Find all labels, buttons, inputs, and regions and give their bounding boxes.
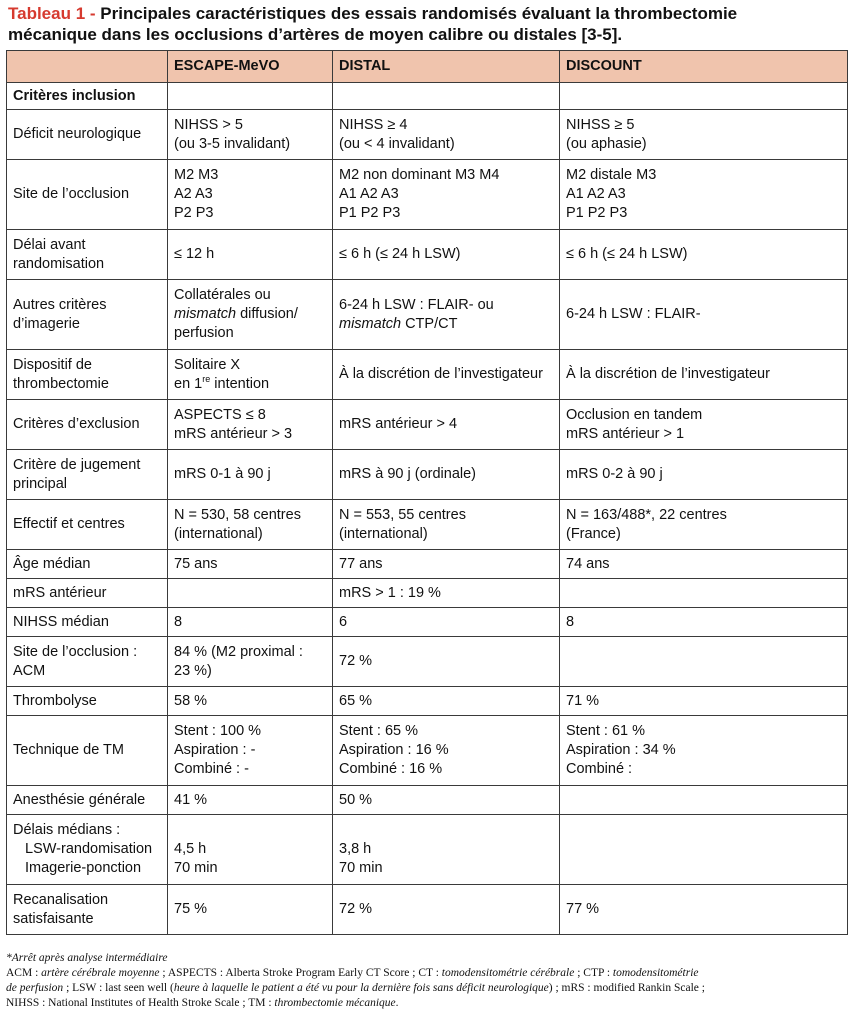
cell-distal: À la discrétion de l’investigateur — [333, 350, 560, 400]
cell-escape: ≤ 12 h — [168, 230, 333, 280]
footnote-asterisk: *Arrêt après analyse intermédiaire — [6, 952, 168, 964]
table-row-delai — [7, 230, 848, 280]
table-title-line2: mécanique dans les occlusions d’artères de moyen calibre ou distales [3-5]. — [8, 25, 623, 44]
cell-escape: NIHSS > 5 (ou 3-5 invalidant) — [168, 110, 333, 160]
row-label: Critères d’exclusion — [7, 400, 168, 450]
row-label: Critère de jugement principal — [7, 450, 168, 500]
cell-escape: Solitaire X en 1re intention — [168, 350, 333, 400]
row-label: Effectif et centres — [7, 500, 168, 550]
table-row-effectif — [7, 500, 848, 550]
row-label: Anesthésie générale — [7, 786, 168, 815]
cell-distal: mRS > 1 : 19 % — [333, 579, 560, 608]
row-label: NIHSS médian — [7, 608, 168, 637]
footnote-abbreviations-1: ACM : artère cérébrale moyenne ; ASPECTS : Alberta Stroke Program Early CT Score ; CT : tomodensitométrie cérébrale ; CTP : tomodensitométrie — [6, 967, 699, 979]
row-label: Thrombolyse — [7, 687, 168, 716]
cell-discount: 74 ans — [560, 550, 848, 579]
footnote-abbreviations-3: NIHSS : National Institutes of Health Stroke Scale ; TM : thrombectomie mécanique. — [6, 997, 399, 1009]
row-label: Autres critères d’imagerie — [7, 280, 168, 350]
table-row-age — [7, 550, 848, 579]
cell-distal: 77 ans — [333, 550, 560, 579]
table-row-deficit — [7, 110, 848, 160]
cell-distal: 50 % — [333, 786, 560, 815]
cell-escape — [168, 579, 333, 608]
header-empty — [7, 51, 168, 83]
row-label: Site de l’occlusion : ACM — [7, 637, 168, 687]
cell-discount: ≤ 6 h (≤ 24 h LSW) — [560, 230, 848, 280]
cell-distal: 72 % — [333, 885, 560, 935]
table-row-site-acm — [7, 637, 848, 687]
cell-discount: 8 — [560, 608, 848, 637]
cell-distal: 3,8 h 70 min — [333, 815, 560, 885]
cell-discount: 71 % — [560, 687, 848, 716]
table-title-line1: Principales caractéristiques des essais randomisés évaluant la thrombectomie — [100, 4, 738, 23]
row-label: Recanalisation satisfaisante — [7, 885, 168, 935]
section-label: Critères inclusion — [7, 83, 168, 110]
row-label: Délais médians : LSW-randomisation Imagerie-ponction — [7, 815, 168, 885]
header-discount: DISCOUNT — [560, 51, 848, 83]
cell-discount: N = 163/488*, 22 centres (France) — [560, 500, 848, 550]
cell-escape: ASPECTS ≤ 8 mRS antérieur > 3 — [168, 400, 333, 450]
cell-escape: 75 ans — [168, 550, 333, 579]
table-row-delais — [7, 815, 848, 885]
table-title — [8, 3, 848, 45]
cell-escape: 58 % — [168, 687, 333, 716]
row-label: Âge médian — [7, 550, 168, 579]
table-row-site — [7, 160, 848, 230]
table-row-dispositif — [7, 350, 848, 400]
row-label: mRS antérieur — [7, 579, 168, 608]
row-label: Technique de TM — [7, 716, 168, 786]
cell-distal: mRS antérieur > 4 — [333, 400, 560, 450]
footnote-abbreviations-2: de perfusion ; LSW : last seen well (heure à laquelle le patient a été vu pour la dernière fois sans déficit neurologique) ; mRS : modified Rankin Scale ; — [6, 982, 705, 994]
table-row-mrs-anterieur — [7, 579, 848, 608]
table-row-section — [7, 83, 848, 110]
cell-distal: 72 % — [333, 637, 560, 687]
cell-discount: M2 distale M3 A1 A2 A3 P1 P2 P3 — [560, 160, 848, 230]
table-row-exclusion — [7, 400, 848, 450]
cell-escape: 75 % — [168, 885, 333, 935]
cell-distal: 6 — [333, 608, 560, 637]
header-row — [7, 51, 848, 83]
cell-distal: mRS à 90 j (ordinale) — [333, 450, 560, 500]
cell-escape: 41 % — [168, 786, 333, 815]
cell-discount: NIHSS ≥ 5 (ou aphasie) — [560, 110, 848, 160]
cell-distal: ≤ 6 h (≤ 24 h LSW) — [333, 230, 560, 280]
cell-escape: 8 — [168, 608, 333, 637]
table-number-label: Tableau 1 - — [8, 4, 96, 23]
row-label: Dispositif de thrombectomie — [7, 350, 168, 400]
cell-escape: N = 530, 58 centres (international) — [168, 500, 333, 550]
cell-distal: 6-24 h LSW : FLAIR- ou mismatch CTP/CT — [333, 280, 560, 350]
cell-discount: 77 % — [560, 885, 848, 935]
table-row-imagerie — [7, 280, 848, 350]
table-row-nihss — [7, 608, 848, 637]
cell-discount: 6-24 h LSW : FLAIR- — [560, 280, 848, 350]
header-distal: DISTAL — [333, 51, 560, 83]
cell-discount — [560, 786, 848, 815]
cell-distal: NIHSS ≥ 4 (ou < 4 invalidant) — [333, 110, 560, 160]
cell-discount: À la discrétion de l’investigateur — [560, 350, 848, 400]
cell-discount — [560, 815, 848, 885]
cell-escape: Collatérales ou mismatch diffusion/ perfusion — [168, 280, 333, 350]
header-escape-mevo: ESCAPE-MeVO — [168, 51, 333, 83]
cell-escape: Stent : 100 % Aspiration : - Combiné : - — [168, 716, 333, 786]
table-row-thrombolyse — [7, 687, 848, 716]
cell-distal: N = 553, 55 centres (international) — [333, 500, 560, 550]
cell-discount — [560, 637, 848, 687]
cell-escape: 84 % (M2 proximal : 23 %) — [168, 637, 333, 687]
cell-escape: M2 M3 A2 A3 P2 P3 — [168, 160, 333, 230]
table-row-anesthesie — [7, 786, 848, 815]
cell-escape: mRS 0-1 à 90 j — [168, 450, 333, 500]
table-row-technique — [7, 716, 848, 786]
cell-discount: mRS 0-2 à 90 j — [560, 450, 848, 500]
cell-discount: Stent : 61 % Aspiration : 34 % Combiné : — [560, 716, 848, 786]
trials-table — [6, 50, 848, 935]
table-row-recanalisation — [7, 885, 848, 935]
cell-discount — [560, 579, 848, 608]
row-label: Site de l’occlusion — [7, 160, 168, 230]
table-row-jugement — [7, 450, 848, 500]
cell-discount: Occlusion en tandem mRS antérieur > 1 — [560, 400, 848, 450]
cell-distal: Stent : 65 % Aspiration : 16 % Combiné : 16 % — [333, 716, 560, 786]
footnotes — [6, 951, 851, 1011]
cell-escape: 4,5 h 70 min — [168, 815, 333, 885]
row-label: Délai avant randomisation — [7, 230, 168, 280]
cell-distal: M2 non dominant M3 M4 A1 A2 A3 P1 P2 P3 — [333, 160, 560, 230]
row-label: Déficit neurologique — [7, 110, 168, 160]
cell-distal: 65 % — [333, 687, 560, 716]
